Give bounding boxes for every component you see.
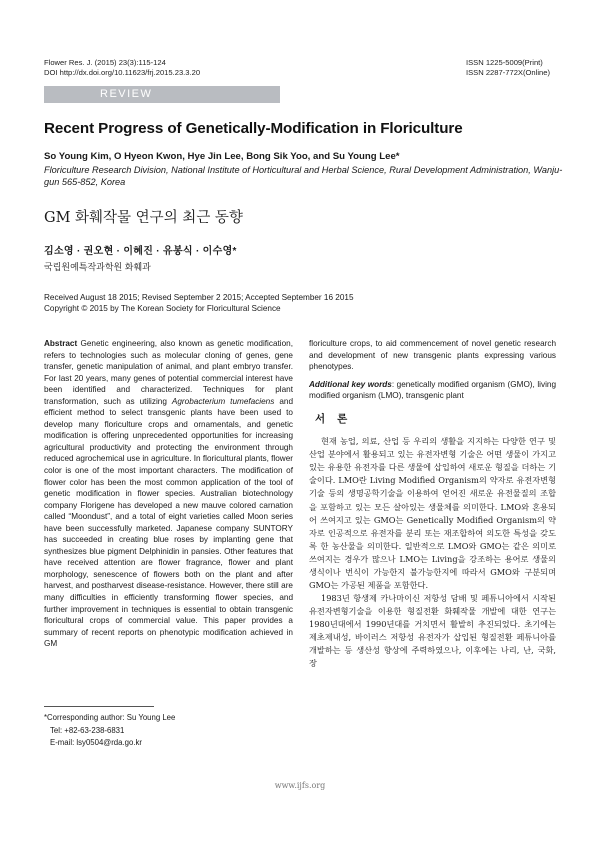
received-dates: Received August 18 2015; Revised September 2 2015; Accepted September 16 2015 — [44, 293, 354, 302]
section-tag: REVIEW — [44, 86, 280, 103]
abstract-column — [44, 338, 293, 650]
abstract-continued: floriculture crops, to aid commencement of novel genetic research and development of new transgenic plants expressing various phenotypes. — [309, 339, 556, 372]
footnote-divider — [44, 706, 154, 707]
intro-paragraph: 현재 농업, 의료, 산업 등 우리의 생활을 지지하는 다양한 연구 및 산업 분야에서 활용되고 있는 유전자변형 기술은 어떤 생물이 가지고 있는 유용한 유전자를 다른 생물에 삽입하여 새로운 형질을 더하는 기술이다. LMO란 Living Modified Organism의 약자로 유전자변형기술 등의 생명공학기술을 이용하여 얻어진 새로운 유전물질의 조합을 포함하고 있는 모든 살아있는 생물체를 의미한다. LMO와 혼용되어 쓰여지고 있는 GMO는 Genetically Modified Organism의 약자로 인공적으로 유전자를 분리 또는 재조합하여 의도한 특성을 갖도록 한 농산물을 의미한다. 일반적으로 LMO와 GMO는 같은 의미로 쓰여지는 경우가 많으나 LMO는 Living을 강조하는 용어로 생물의 생식이나 번식이 가능한지 불가능한지에 따라서 GMO와 구분되며 GMO는 가공된 제품을 포함한다. — [309, 436, 556, 590]
korean-author-list: 김소영 · 권오현 · 이혜진 · 유봉식 · 이수영* — [44, 246, 237, 257]
email-link[interactable]: E-mail: lsy0504@rda.go.kr — [50, 738, 142, 747]
species-name: Agrobacterium tumefaciens — [171, 396, 275, 406]
korean-title: GM 화훼작물 연구의 최근 동향 — [44, 210, 243, 226]
korean-affiliation: 국립원예특작과학원 화훼과 — [44, 262, 151, 272]
footnote — [44, 712, 175, 750]
affiliation: Floriculture Research Division, National Institute of Horticultural and Herbal Science, Rural Development Administration, Wanju-gun 565-852, Korea — [44, 165, 563, 187]
keywords-text: : genetically modified organism (GMO), living modified organism (LMO), transgenic plant — [309, 379, 556, 401]
abstract-text-2: and efficient method to select transgenic plants have been used to develop many floriculture crops and ornamentals, and genetic modification is offering unprecedented opportunities for increasing agricultural productivity and protecting the environment through reduced agrochemical use in agriculture. In floricultural plants, flower color is one of the most important characters. The modification of flower color has been the most common application of the tool of genetic modification in flower species. Australian biotechnology company Florigene has developed a new mauve colored carnation called “Moondust”, and a total of eight varieties called Moon series have been successfully marketed. Japanese company SUNTORY has succeeded in creating blue roses by implanting gene that synthesizes blue pigment Delphinidin in pansies. Other features that have received attention are flower fragrance, flower and plant morphology, senescence of flowers both on the plant and after harvest, and postharvest disease-resistance. However, there still are many difficulties in efficiently transforming flower species, and further improvement in techniques is essential to obtain transgenic floricultural crops of commercial value. This paper provides a summary of recent reports on phenotypic modification achieved in GM — [44, 396, 294, 649]
keywords-label: Additional key words — [309, 379, 392, 389]
intro-body — [309, 435, 556, 670]
intro-heading: 서론 — [315, 412, 360, 425]
author-list: So Young Kim, O Hyeon Kwon, Hye Jin Lee, Bong Sik Yoo, and Su Young Lee* — [44, 151, 400, 162]
corresponding-author: *Corresponding author: Su Young Lee — [44, 713, 176, 722]
abstract-text-1: Genetic engineering, also known as genetic modification, refers to technologies such as molecular cloning of genes, gene transfer, genetic manipulation of animal, and plant embryo transfer. For last 20 years, many genes of potential commercial interest have been identified and characterized. Techniques for plant transformation, such as utilizing — [44, 339, 293, 406]
intro-paragraph: 1983년 항생제 카나마이신 저항성 담배 및 페튜니아에서 시작된 유전자변형기술을 이용한 형질전환 화훼작물 개발에 대한 연구는 1980년대에서 1990년대를 거치면서 활발히 추진되었다. 초기에는 제초제내성, 바이러스 저항성 유전자가 삽입된 형질전환 페튜니아를 개발하는 등 생산성 향상에 주력하였으나, 이후에는 나리, 난, 국화, 장 — [309, 592, 556, 669]
right-column — [309, 338, 556, 670]
doi-link[interactable]: DOI http://dx.doi.org/10.11623/frj.2015.23.3.20 — [44, 68, 201, 77]
issn-print: ISSN 1225-5009(Print) — [466, 58, 543, 67]
abstract-label: Abstract — [44, 339, 78, 348]
journal-citation: Flower Res. J. (2015) 23(3):115-124 — [44, 58, 166, 67]
footer-url[interactable]: www.ijfs.org — [274, 781, 326, 790]
paper-title: Recent Progress of Genetically-Modification in Floriculture — [44, 120, 463, 137]
telephone: Tel: +82-63-238-6831 — [50, 725, 125, 735]
issn-online: ISSN 2287-772X(Online) — [466, 68, 550, 77]
keywords — [309, 379, 556, 402]
copyright-line: Copyright © 2015 by The Korean Society for Floricultural Science — [44, 304, 281, 313]
article-history — [44, 292, 354, 314]
abstract-paragraph — [44, 338, 293, 650]
